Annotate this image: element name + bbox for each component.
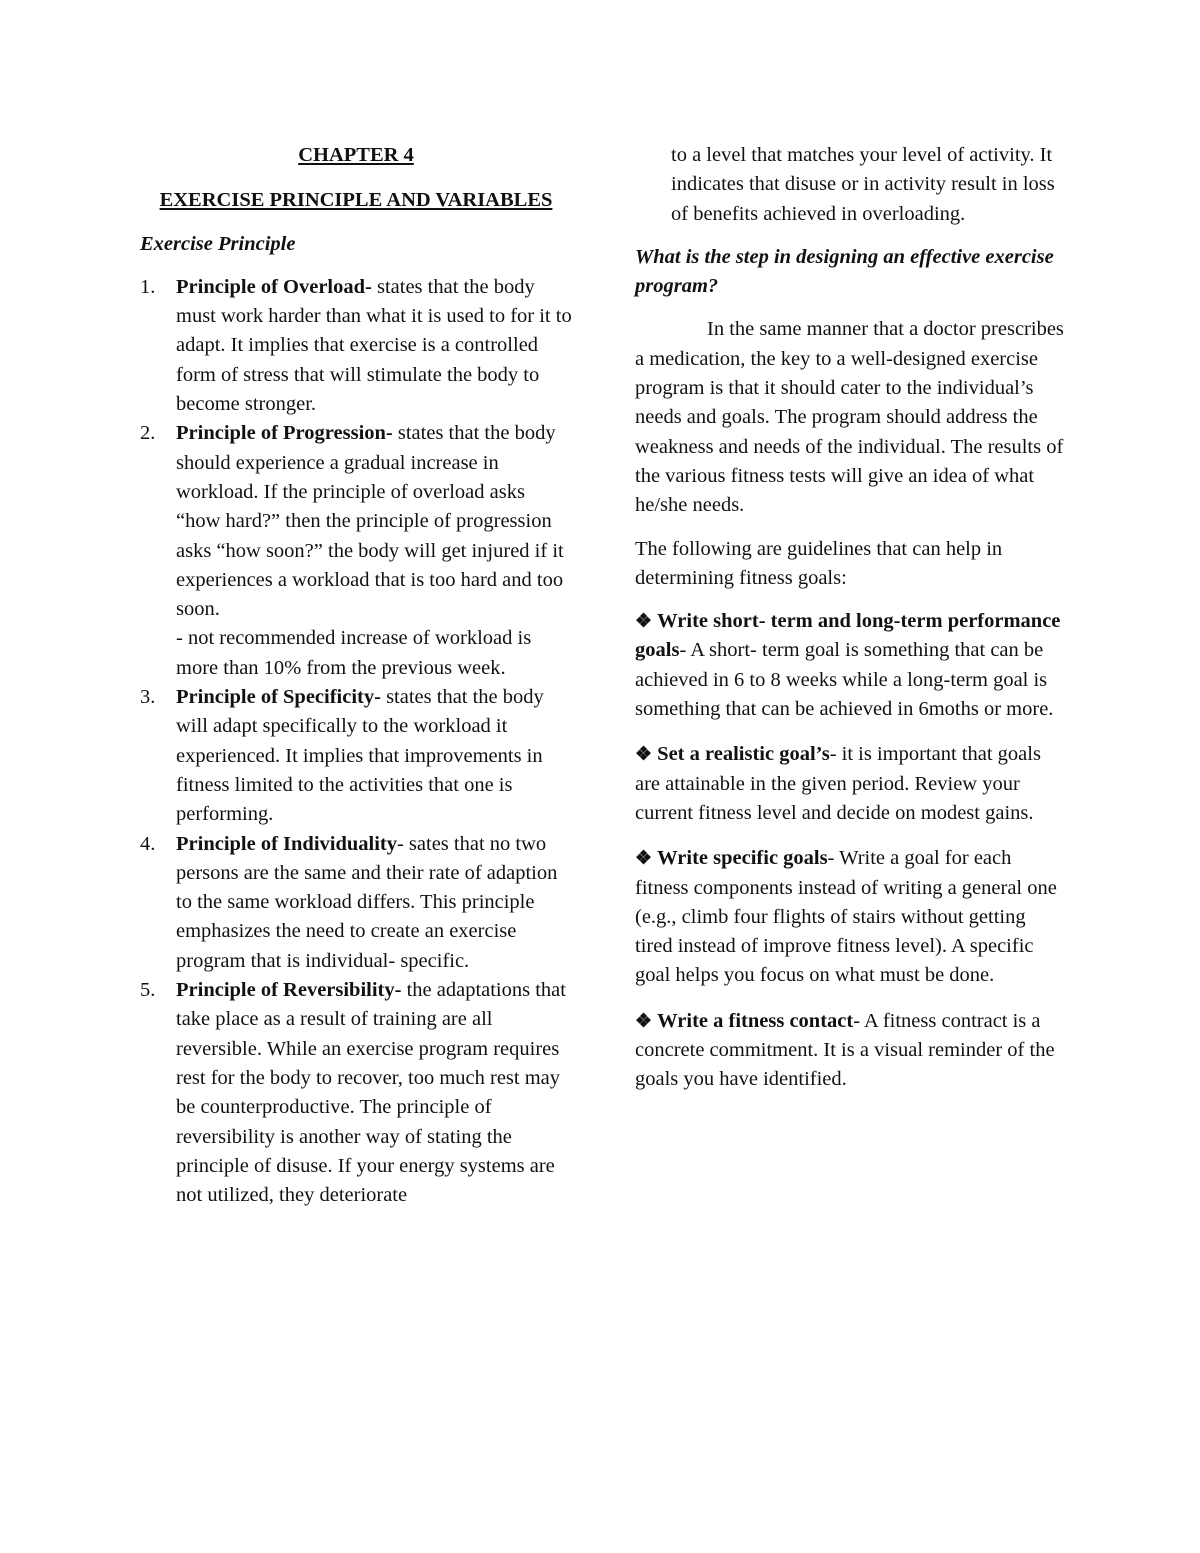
question-heading: What is the step in designing an effective exercise program? bbox=[635, 245, 1054, 298]
guideline-text: - Write a goal for each fitness components instead of writing a general one (e.g., climb four flights of stairs without getting tired instead of improve fitness level). A specific goal helps you focus on what must be done. bbox=[635, 847, 1057, 987]
list-number: 3. bbox=[140, 686, 156, 709]
principles-list bbox=[140, 273, 572, 1211]
guideline-term: Write short- term and long-term performance goals bbox=[635, 610, 1061, 662]
list-number: 4. bbox=[140, 832, 156, 855]
principle-term: Principle of Progression- bbox=[176, 422, 393, 445]
guideline-term: Set a realistic goal’s bbox=[657, 743, 830, 766]
guideline-text: - A short- term goal is something that can be achieved in 6 to 8 weeks while a long-term goal is something that can be achieved in 6moths or more. bbox=[635, 639, 1054, 721]
left-column bbox=[140, 141, 572, 1210]
guidelines-intro: The following are guidelines that can help in determining fitness goals: bbox=[635, 537, 1003, 589]
diamond-bullet-icon: ❖ bbox=[635, 744, 653, 766]
diamond-bullet-icon: ❖ bbox=[635, 848, 653, 870]
list-number: 5. bbox=[140, 979, 156, 1002]
principle-text: the adaptations that take place as a result of training are all reversible. While an exercise program requires rest for the body to recover, too much rest may be counterproductive. The principle of reversibility is another way of stating the principle of disuse. If your energy systems are not utilized, they deteriorate bbox=[176, 979, 566, 1207]
chapter-title: CHAPTER 4 bbox=[298, 144, 414, 166]
principle-item bbox=[140, 683, 572, 829]
principle-note: - not recommended increase of workload is more than 10% from the previous week. bbox=[176, 627, 532, 679]
guideline-text: - A fitness contract is a concrete commitment. It is a visual reminder of the goals you have identified. bbox=[635, 1009, 1055, 1091]
guideline-item bbox=[635, 1007, 1065, 1095]
guideline-item bbox=[635, 844, 1065, 990]
principle-term: Principle of Individuality bbox=[176, 832, 397, 855]
guideline-text: - it is important that goals are attainable in the given period. Review your current fitness level and decide on modest gains. bbox=[635, 743, 1041, 824]
principle-term: Principle of Overload- bbox=[176, 275, 372, 298]
guideline-term: Write a fitness contact bbox=[657, 1009, 854, 1032]
principle-text: states that the body must work harder than what it is used to for it to adapt. It implies that exercise is a controlled form of stress that will stimulate the body to become stronger. bbox=[176, 275, 572, 416]
diamond-bullet-icon: ❖ bbox=[635, 1010, 653, 1032]
diamond-bullet-icon: ❖ bbox=[635, 611, 653, 633]
principle-term: Principle of Reversibility- bbox=[176, 979, 402, 1002]
intro-paragraph: In the same manner that a doctor prescribes a medication, the key to a well-designed exercise program is that it should cater to the individual’s needs and goals. The program should address the weakness and needs of the individual. The results of the various fitness tests will give an idea of what he/she needs. bbox=[635, 318, 1064, 517]
principle-text: - sates that no two persons are the same and their rate of adaption to the same workload differs. This principle emphasizes the need to create an exercise program that is individual- specific. bbox=[176, 832, 558, 972]
section-heading: Exercise Principle bbox=[140, 232, 296, 255]
guideline-term: Write specific goals bbox=[657, 847, 828, 870]
continuation-text: to a level that matches your level of activity. It indicates that disuse or in activity result in loss of benefits achieved in overloading. bbox=[671, 144, 1055, 225]
right-column bbox=[635, 141, 1065, 1111]
principle-text: states that the body will adapt specifically to the workload it experienced. It implies that improvements in fitness limited to the activities that one is performing. bbox=[176, 686, 544, 826]
principle-item bbox=[140, 976, 572, 1210]
principle-term: Principle of Specificity- bbox=[176, 686, 381, 709]
guideline-item bbox=[635, 607, 1065, 724]
guideline-item bbox=[635, 740, 1065, 828]
list-number: 2. bbox=[140, 422, 156, 445]
principle-item bbox=[140, 830, 572, 976]
principle-item bbox=[140, 419, 572, 683]
list-number: 1. bbox=[140, 275, 156, 298]
principle-item bbox=[140, 273, 572, 419]
principle-text: states that the body should experience a gradual increase in workload. If the principle of overload asks “how hard?” then the principle of progression asks “how soon?” the body will get injured if it experiences a workload that is too hard and too soon. bbox=[176, 422, 564, 621]
document-title: EXERCISE PRINCIPLE AND VARIABLES bbox=[159, 189, 553, 212]
